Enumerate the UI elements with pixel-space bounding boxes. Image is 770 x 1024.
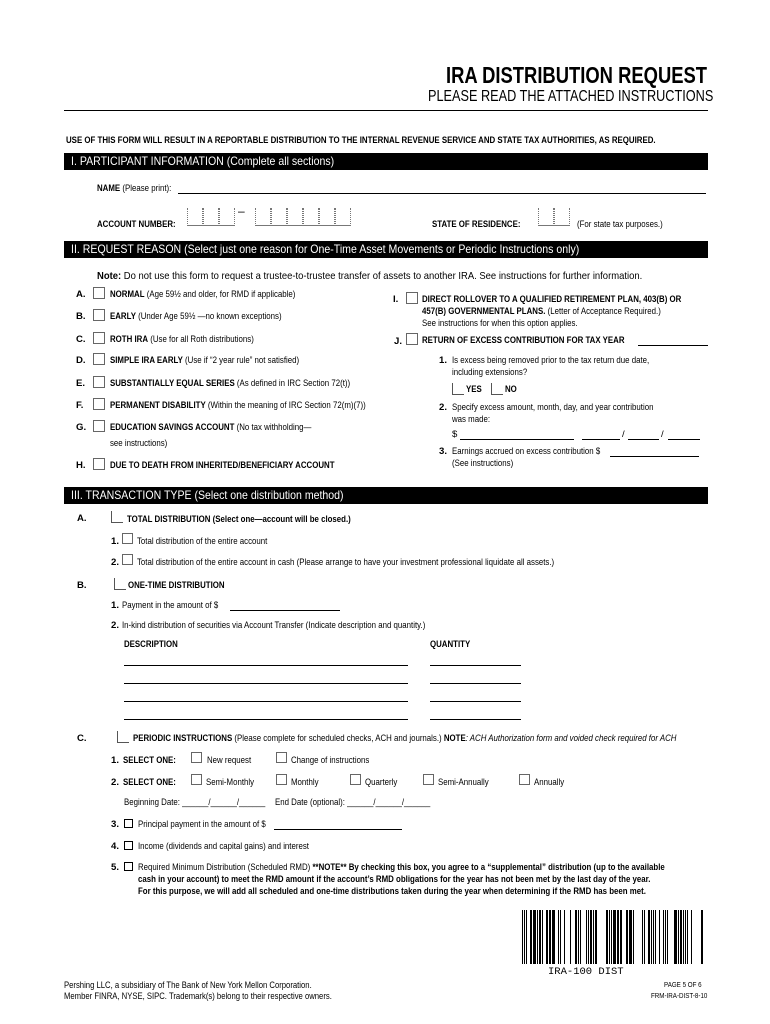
- one-time-distribution-label: ONE-TIME DISTRIBUTION: [128, 580, 225, 591]
- quantity-line[interactable]: [430, 683, 521, 684]
- barcode-bar: [665, 910, 666, 964]
- barcode-bar: [522, 910, 523, 964]
- barcode-bar: [691, 910, 692, 964]
- option-number: 2.: [111, 777, 120, 788]
- transaction-letter: A.: [77, 513, 87, 524]
- reason-d-checkbox[interactable]: [93, 353, 105, 365]
- barcode-bar: [542, 910, 543, 964]
- annually-label: Annually: [534, 777, 565, 788]
- reason-title: DUE TO DEATH FROM INHERITED/BENEFICIARY ACCOUNT: [110, 460, 335, 471]
- section-3-heading: III. TRANSACTION TYPE (Select one distribution method): [71, 488, 344, 502]
- description-line[interactable]: [124, 719, 408, 720]
- periodic-instructions-label: [133, 733, 676, 744]
- option-number: 1.: [111, 600, 120, 611]
- barcode-bar: [564, 910, 565, 964]
- reason-h-label: [110, 460, 335, 471]
- barcode-bar: [609, 910, 610, 964]
- rmd-label: [138, 862, 665, 873]
- reason-h-checkbox[interactable]: [93, 458, 105, 470]
- transfer-note: [97, 270, 642, 282]
- barcode-bar: [533, 910, 536, 964]
- excess-due-date-question-cont: including extensions?: [452, 367, 528, 378]
- select-one-label: SELECT ONE:: [123, 777, 176, 788]
- excess-amount-label-cont: was made:: [452, 414, 491, 425]
- tax-year-field[interactable]: [638, 345, 708, 346]
- barcode-label: IRA-100 DIST: [548, 966, 624, 978]
- barcode-bar: [593, 910, 594, 964]
- account-digit-box[interactable]: [255, 208, 271, 226]
- quantity-header: QUANTITY: [430, 639, 471, 650]
- date-slash: /: [622, 429, 625, 440]
- reason-i-plans: 457(B) GOVERNMENTAL PLANS.: [422, 306, 546, 317]
- earnings-accrued-label: Earnings accrued on excess contribution $: [452, 446, 601, 457]
- account-digit-box[interactable]: [219, 208, 235, 226]
- semi-monthly-checkbox[interactable]: [191, 774, 202, 785]
- account-digit-box[interactable]: [303, 208, 319, 226]
- earnings-instructions: (See instructions): [452, 458, 514, 469]
- account-dash: –: [238, 204, 245, 218]
- quarterly-checkbox[interactable]: [350, 774, 361, 785]
- reason-g-continuation: see instructions): [110, 438, 168, 449]
- barcode-bar: [578, 910, 579, 964]
- reason-i-line2: [422, 306, 661, 317]
- transaction-letter: B.: [77, 580, 87, 591]
- form-id: FRM-IRA-DIST-8-10: [651, 991, 708, 1000]
- quarterly-label: Quarterly: [365, 777, 398, 788]
- reason-letter: H.: [76, 460, 86, 471]
- barcode-bar: [575, 910, 577, 964]
- state-hint: (For state tax purposes.): [577, 219, 663, 230]
- reason-letter: I.: [393, 294, 399, 305]
- barcode-bar: [606, 910, 608, 964]
- barcode-bar: [648, 910, 650, 964]
- contribution-year-field[interactable]: [668, 439, 700, 440]
- j-item-number: 2.: [439, 402, 448, 413]
- reason-g-checkbox[interactable]: [93, 420, 105, 432]
- barcode-bar: [570, 910, 571, 964]
- payment-amount-field[interactable]: [230, 610, 340, 611]
- barcode-bar: [680, 910, 682, 964]
- reason-title: NORMAL: [110, 289, 145, 300]
- reason-b-checkbox[interactable]: [93, 309, 105, 321]
- date-slash: /: [661, 429, 664, 440]
- payment-amount-label: Payment in the amount of $: [122, 600, 219, 611]
- principal-payment-label: Principal payment in the amount of $: [138, 819, 266, 830]
- reason-title: SUBSTANTIALLY EQUAL SERIES: [110, 378, 235, 389]
- barcode-bar: [580, 910, 581, 964]
- no-label: NO: [505, 384, 517, 395]
- state-of-residence-label: STATE OF RESIDENCE:: [432, 219, 521, 230]
- option-number: 4.: [111, 841, 120, 852]
- barcode-bar: [524, 910, 525, 964]
- reason-f-checkbox[interactable]: [93, 398, 105, 410]
- new-request-label: New request: [207, 755, 252, 766]
- state-box[interactable]: [538, 208, 554, 226]
- dollar-sign: $: [452, 429, 458, 440]
- in-kind-distribution-label: In-kind distribution of securities via Account Transfer (Indicate description and quantity.): [122, 620, 426, 631]
- barcode-bar: [546, 910, 548, 964]
- barcode-bar: [655, 910, 656, 964]
- form-barcode: [522, 910, 708, 964]
- reason-j-checkbox[interactable]: [406, 333, 418, 345]
- barcode-bar: [588, 910, 589, 964]
- reason-i-instructions: See instructions for when this option applies.: [422, 318, 578, 329]
- reason-letter: F.: [76, 400, 84, 411]
- barcode-bar: [626, 910, 628, 964]
- semi-annually-checkbox[interactable]: [423, 774, 434, 785]
- periodic-note-text: : ACH Authorization form and voided check required for ACH: [465, 733, 677, 744]
- income-interest-checkbox[interactable]: [124, 841, 133, 850]
- total-distribution-checkbox[interactable]: [111, 511, 123, 523]
- one-time-distribution-checkbox[interactable]: [114, 578, 126, 590]
- account-digit-box[interactable]: [287, 208, 303, 226]
- rmd-note-line2: cash in your account) to meet the RMD amount if the account’s RMD obligations for the year has not been met by the last day of the year.: [138, 874, 651, 885]
- section-1-heading: I. PARTICIPANT INFORMATION (Complete all sections): [71, 154, 335, 168]
- reason-i-checkbox[interactable]: [406, 292, 418, 304]
- barcode-bar: [539, 910, 541, 964]
- state-box[interactable]: [554, 208, 570, 226]
- barcode-bar: [678, 910, 679, 964]
- barcode-bar: [549, 910, 551, 964]
- name-field[interactable]: [178, 193, 706, 194]
- earnings-accrued-field[interactable]: [610, 456, 699, 457]
- barcode-bar: [620, 910, 622, 964]
- monthly-label: Monthly: [291, 777, 319, 788]
- barcode-bar: [629, 910, 632, 964]
- name-hint: (Please print):: [120, 183, 172, 194]
- barcode-bar: [653, 910, 654, 964]
- option-number: 2.: [111, 557, 120, 568]
- reason-title: EARLY: [110, 311, 136, 322]
- end-date-field[interactable]: End Date (optional): ______/______/______: [275, 797, 431, 808]
- barcode-bar: [667, 910, 668, 964]
- form-title: IRA DISTRIBUTION REQUEST: [446, 62, 708, 88]
- section-3-header: [64, 487, 708, 504]
- footer-company: Pershing LLC, a subsidiary of The Bank of New York Mellon Corporation.: [64, 979, 312, 990]
- periodic-title: PERIODIC INSTRUCTIONS: [133, 733, 233, 744]
- barcode-bar: [683, 910, 684, 964]
- header-rule: [64, 110, 708, 111]
- barcode-bar: [537, 910, 538, 964]
- barcode-bar: [611, 910, 612, 964]
- j-item-number: 1.: [439, 355, 448, 366]
- account-digit-box[interactable]: [335, 208, 351, 226]
- form-subtitle: PLEASE READ THE ATTACHED INSTRUCTIONS: [428, 88, 714, 105]
- beginning-date-field[interactable]: Beginning Date: ______/______/______: [124, 797, 266, 808]
- barcode-bar: [633, 910, 634, 964]
- transaction-letter: C.: [77, 733, 87, 744]
- reason-d-label: [110, 355, 299, 366]
- name-label: [97, 183, 171, 194]
- barcode-bar: [659, 910, 660, 964]
- barcode-bar: [560, 910, 561, 964]
- account-digit-box[interactable]: [271, 208, 287, 226]
- reason-letter: B.: [76, 311, 86, 322]
- reason-letter: A.: [76, 289, 86, 300]
- reason-detail: (Use if “2 year rule” not satisfied): [182, 355, 300, 366]
- reason-title: EDUCATION SAVINGS ACCOUNT: [110, 422, 235, 433]
- reason-detail: (As defined in IRC Section 72(t)): [234, 378, 351, 389]
- reason-a-label: [110, 289, 295, 300]
- barcode-bar: [674, 910, 677, 964]
- account-number-label: ACCOUNT NUMBER:: [97, 219, 176, 230]
- option-number: 1.: [111, 536, 120, 547]
- barcode-bar: [617, 910, 619, 964]
- description-line[interactable]: [124, 701, 408, 702]
- barcode-bar: [642, 910, 643, 964]
- periodic-detail: (Please complete for scheduled checks, ACH and journals.): [232, 733, 444, 744]
- reason-detail: (Within the meaning of IRC Section 72(m)(7)): [205, 400, 366, 411]
- total-distribution-label: TOTAL DISTRIBUTION (Select one—account will be closed.): [127, 514, 351, 525]
- total-entire-account-label: Total distribution of the entire account: [137, 536, 268, 547]
- description-header: DESCRIPTION: [124, 639, 178, 650]
- barcode-bar: [526, 910, 527, 964]
- reason-i-acceptance: (Letter of Acceptance Required.): [545, 306, 661, 317]
- section-2-header: [64, 241, 708, 258]
- principal-payment-checkbox[interactable]: [124, 819, 133, 828]
- barcode-bar: [644, 910, 645, 964]
- total-entire-account-checkbox[interactable]: [122, 533, 133, 544]
- principal-payment-field[interactable]: [274, 829, 402, 830]
- reason-letter: E.: [76, 378, 86, 389]
- option-number: 2.: [111, 620, 120, 631]
- section-2-heading: II. REQUEST REASON (Select just one reason for One-Time Asset Movements or Periodic Instructions only): [71, 242, 580, 256]
- excess-due-date-question: Is excess being removed prior to the tax return due date,: [452, 355, 650, 366]
- no-checkbox[interactable]: [491, 383, 503, 395]
- quantity-line[interactable]: [430, 701, 521, 702]
- reason-c-label: [110, 334, 254, 345]
- periodic-instructions-checkbox[interactable]: [117, 731, 129, 743]
- periodic-note-label: NOTE: [443, 733, 466, 744]
- barcode-bar: [558, 910, 559, 964]
- quantity-line[interactable]: [430, 665, 521, 666]
- reason-title: ROTH IRA: [110, 334, 149, 345]
- new-request-checkbox[interactable]: [191, 752, 202, 763]
- total-cash-checkbox[interactable]: [122, 554, 133, 565]
- reason-b-label: [110, 311, 282, 322]
- option-number: 1.: [111, 755, 120, 766]
- reason-letter: G.: [76, 422, 87, 433]
- barcode-bar: [552, 910, 555, 964]
- barcode-bar: [701, 910, 703, 964]
- yes-checkbox[interactable]: [452, 383, 464, 395]
- account-digit-box[interactable]: [187, 208, 203, 226]
- semi-monthly-label: Semi-Monthly: [206, 777, 255, 788]
- reportable-warning: USE OF THIS FORM WILL RESULT IN A REPORTABLE DISTRIBUTION TO THE INTERNAL REVENUE SERVICE AND STATE TAX AUTHORITIES, AS REQUIRED.: [66, 134, 656, 145]
- yes-label: YES: [466, 384, 482, 395]
- reason-letter: C.: [76, 334, 86, 345]
- name-label-bold: NAME: [97, 183, 121, 194]
- barcode-bar: [590, 910, 592, 964]
- reason-detail: (Use for all Roth distributions): [148, 334, 254, 345]
- description-line[interactable]: [124, 665, 408, 666]
- reason-letter: J.: [394, 336, 403, 347]
- barcode-bar: [586, 910, 587, 964]
- rmd-checkbox[interactable]: [124, 862, 133, 871]
- account-digit-box[interactable]: [203, 208, 219, 226]
- reason-letter: D.: [76, 355, 86, 366]
- footer-membership: Member FINRA, NYSE, SIPC. Trademark(s) belong to their respective owners.: [64, 990, 332, 1001]
- reason-g-label: [110, 422, 311, 433]
- monthly-checkbox[interactable]: [276, 774, 287, 785]
- barcode-bar: [595, 910, 597, 964]
- reason-detail: (Under Age 59½ —no known exceptions): [135, 311, 282, 322]
- reason-a-checkbox[interactable]: [93, 287, 105, 299]
- contribution-month-field[interactable]: [582, 439, 620, 440]
- reason-e-label: [110, 378, 350, 389]
- page-number: PAGE 5 OF 6: [664, 980, 702, 989]
- j-item-number: 3.: [439, 446, 448, 457]
- excess-amount-label: Specify excess amount, month, day, and year contribution: [452, 402, 654, 413]
- rmd-title: Required Minimum Distribution (Scheduled RMD): [138, 862, 313, 873]
- reason-detail: (Age 59½ and older, for RMD if applicable): [144, 289, 296, 300]
- option-number: 5.: [111, 862, 120, 873]
- barcode-bar: [530, 910, 532, 964]
- reason-title: SIMPLE IRA EARLY: [110, 355, 183, 366]
- reason-i-label: DIRECT ROLLOVER TO A QUALIFIED RETIREMENT PLAN, 403(B) OR: [422, 294, 682, 305]
- change-instructions-label: Change of instructions: [291, 755, 370, 766]
- option-number: 3.: [111, 819, 120, 830]
- reason-f-label: [110, 400, 366, 411]
- select-one-label: SELECT ONE:: [123, 755, 176, 766]
- rmd-note-line3: For this purpose, we will add all scheduled and one-time distributions taken during the year when determining if the RMD has been met.: [138, 886, 646, 897]
- quantity-line[interactable]: [430, 719, 521, 720]
- reason-j-label: RETURN OF EXCESS CONTRIBUTION FOR TAX YEAR: [422, 335, 625, 346]
- reason-c-checkbox[interactable]: [93, 332, 105, 344]
- contribution-day-field[interactable]: [628, 439, 659, 440]
- description-line[interactable]: [124, 683, 408, 684]
- excess-amount-field[interactable]: [460, 439, 574, 440]
- reason-e-checkbox[interactable]: [93, 376, 105, 388]
- account-digit-box[interactable]: [319, 208, 335, 226]
- note-label: Note:: [97, 270, 122, 282]
- barcode-bar: [613, 910, 616, 964]
- note-text: Do not use this form to request a trustee-to-trustee transfer of assets to another IRA. See instructions for further information.: [121, 270, 643, 282]
- barcode-bar: [685, 910, 686, 964]
- barcode-bar: [687, 910, 688, 964]
- annually-checkbox[interactable]: [519, 774, 530, 785]
- income-interest-label: Income (dividends and capital gains) and interest: [138, 841, 309, 852]
- reason-title: PERMANENT DISABILITY: [110, 400, 206, 411]
- reason-detail: (No tax withholding—: [234, 422, 312, 433]
- semi-annually-label: Semi-Annually: [438, 777, 489, 788]
- total-cash-label: Total distribution of the entire account in cash (Please arrange to have your investment professional liquidate all assets.): [137, 557, 555, 568]
- section-1-header: [64, 153, 708, 170]
- barcode-bar: [651, 910, 652, 964]
- change-instructions-checkbox[interactable]: [276, 752, 287, 763]
- rmd-note: **NOTE** By checking this box, you agree to a “supplemental” distribution (up to the available: [312, 862, 665, 873]
- barcode-bar: [663, 910, 664, 964]
